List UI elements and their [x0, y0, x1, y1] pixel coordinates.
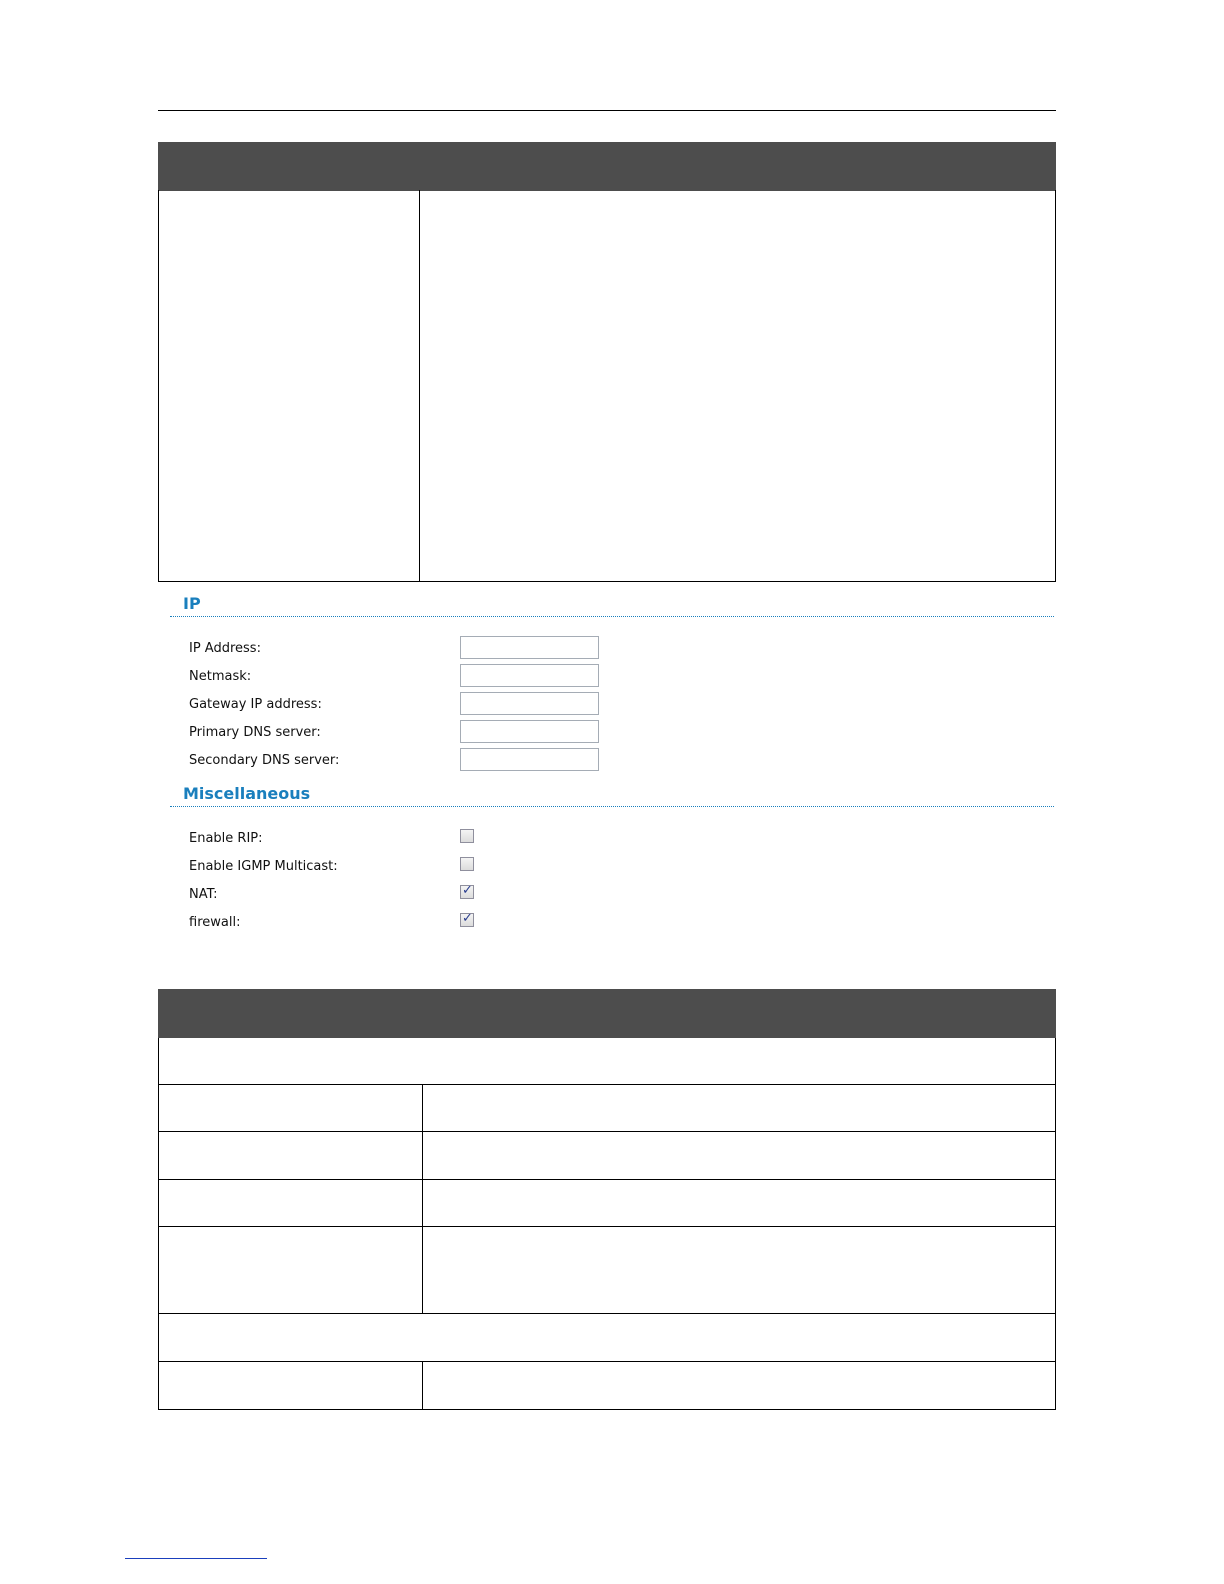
enable-igmp-checkbox[interactable] [460, 857, 474, 871]
column-divider [422, 1132, 423, 1180]
form-row-primary-dns [189, 724, 689, 748]
parameter-table [158, 190, 1056, 582]
table-row [159, 1179, 1055, 1227]
primary-dns-input[interactable] [460, 720, 599, 743]
section-title-ip: IP [183, 594, 201, 613]
form-row-nat [189, 883, 689, 910]
footnote-rule [125, 1558, 267, 1559]
firewall-label: firewall: [189, 915, 241, 930]
section-divider [170, 616, 1054, 617]
form-row-ip-address [189, 640, 689, 664]
column-divider [422, 1227, 423, 1314]
firewall-checkbox[interactable] [460, 913, 474, 927]
ip-address-label: IP Address: [189, 641, 261, 656]
form-row-netmask [189, 668, 689, 692]
ip-address-input[interactable] [460, 636, 599, 659]
form-row-secondary-dns [189, 752, 689, 776]
column-divider [422, 1362, 423, 1410]
primary-dns-label: Primary DNS server: [189, 725, 321, 740]
table-row [159, 1131, 1055, 1180]
gateway-label: Gateway IP address: [189, 697, 322, 712]
table-section-row [159, 1313, 1055, 1362]
check-icon: ✓ [462, 911, 473, 926]
enable-igmp-label: Enable IGMP Multicast: [189, 859, 338, 874]
column-divider [419, 190, 420, 581]
netmask-input[interactable] [460, 664, 599, 687]
column-divider [422, 1085, 423, 1132]
enable-rip-checkbox[interactable] [460, 829, 474, 843]
section-divider [170, 806, 1054, 807]
table-header [158, 989, 1056, 1038]
check-icon: ✓ [462, 883, 473, 898]
form-row-enable-rip [189, 830, 689, 854]
page-header-rule [158, 110, 1056, 111]
netmask-label: Netmask: [189, 669, 252, 684]
form-row-enable-igmp [189, 858, 689, 882]
secondary-dns-input[interactable] [460, 748, 599, 771]
parameter-table [158, 1038, 1056, 1410]
column-divider [422, 1180, 423, 1227]
gateway-input[interactable] [460, 692, 599, 715]
enable-rip-label: Enable RIP: [189, 831, 263, 846]
table-row [159, 1084, 1055, 1132]
form-row-firewall [189, 911, 689, 938]
table-row [159, 1226, 1055, 1314]
secondary-dns-label: Secondary DNS server: [189, 753, 340, 768]
form-row-gateway [189, 696, 689, 720]
nat-label: NAT: [189, 887, 218, 902]
section-title-miscellaneous: Miscellaneous [183, 784, 311, 803]
table-row [159, 1361, 1055, 1410]
table-header [158, 142, 1056, 191]
nat-checkbox[interactable] [460, 885, 474, 899]
